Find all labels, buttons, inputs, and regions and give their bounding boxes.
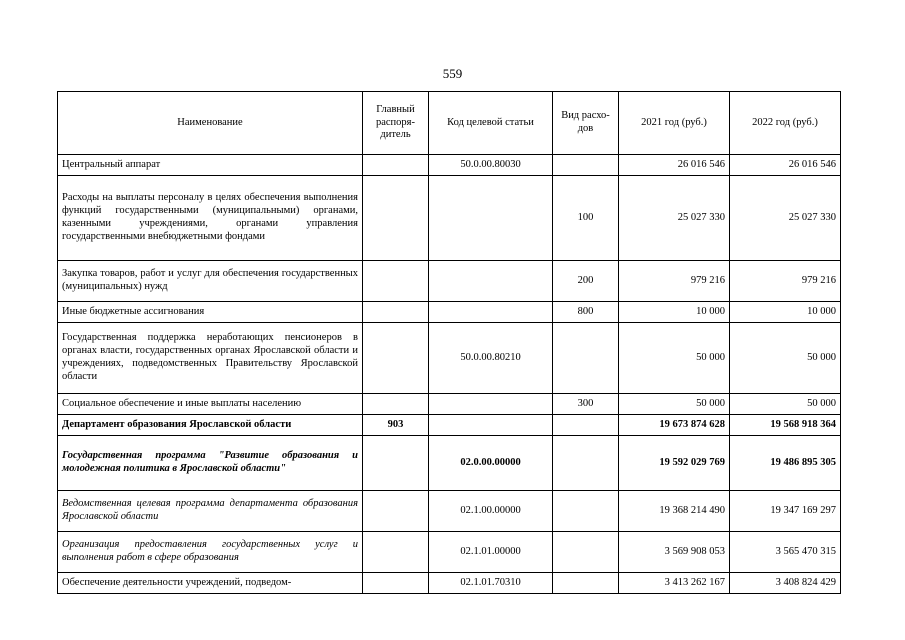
- cell-type: [553, 415, 619, 436]
- cell-code: 02.1.01.70310: [429, 573, 553, 594]
- cell-2021: 19 592 029 769: [619, 436, 730, 491]
- cell-2021: 25 027 330: [619, 176, 730, 261]
- cell-code: [429, 415, 553, 436]
- cell-code: [429, 302, 553, 323]
- cell-name: Организация предоставления государственных услуг и выполнения работ в сфере образования: [58, 532, 363, 573]
- cell-2022: 10 000: [730, 302, 841, 323]
- cell-2021: 26 016 546: [619, 155, 730, 176]
- table-row: [58, 302, 841, 323]
- table-row: [58, 573, 841, 594]
- cell-code: [429, 394, 553, 415]
- cell-2022: 50 000: [730, 394, 841, 415]
- table-row: [58, 394, 841, 415]
- cell-admin: 903: [363, 415, 429, 436]
- cell-name: Государственная поддержка неработающих пенсионеров в органах власти, государственных органах Ярославской области и учреждениях, подведомственных Правительству Ярославской области: [58, 323, 363, 394]
- cell-type: [553, 532, 619, 573]
- cell-type: [553, 573, 619, 594]
- cell-type: [553, 491, 619, 532]
- header-2021: 2021 год (руб.): [619, 92, 730, 155]
- cell-2021: 19 368 214 490: [619, 491, 730, 532]
- cell-2022: 19 486 895 305: [730, 436, 841, 491]
- page-number: 559: [442, 66, 463, 81]
- cell-admin: [363, 394, 429, 415]
- cell-2021: 979 216: [619, 261, 730, 302]
- budget-table: [57, 91, 841, 594]
- cell-2022: 26 016 546: [730, 155, 841, 176]
- cell-admin: [363, 155, 429, 176]
- cell-type: 100: [553, 176, 619, 261]
- cell-admin: [363, 176, 429, 261]
- cell-type: 800: [553, 302, 619, 323]
- cell-name: Департамент образования Ярославской области: [58, 415, 363, 436]
- cell-name: Ведомственная целевая программа департамента образования Ярославской области: [58, 491, 363, 532]
- cell-2022: 19 568 918 364: [730, 415, 841, 436]
- cell-code: 02.0.00.00000: [429, 436, 553, 491]
- cell-code: 02.1.01.00000: [429, 532, 553, 573]
- header-2022: 2022 год (руб.): [730, 92, 841, 155]
- cell-name: Расходы на выплаты персоналу в целях обеспечения выполнения функций государственными (муниципальными) органами, казенными учреждениями, органами управления государственными внебюджетными фондами: [58, 176, 363, 261]
- cell-admin: [363, 302, 429, 323]
- table-row: [58, 155, 841, 176]
- header-code: Код целевой статьи: [429, 92, 553, 155]
- cell-code: 02.1.00.00000: [429, 491, 553, 532]
- cell-2022: 50 000: [730, 323, 841, 394]
- header-type: Вид расхо-дов: [553, 92, 619, 155]
- table-row: [58, 176, 841, 261]
- header-name: Наименование: [58, 92, 363, 155]
- table-row: [58, 491, 841, 532]
- cell-2021: 3 569 908 053: [619, 532, 730, 573]
- cell-code: [429, 261, 553, 302]
- cell-name: Закупка товаров, работ и услуг для обеспечения государственных (муниципальных) нужд: [58, 261, 363, 302]
- cell-2022: 19 347 169 297: [730, 491, 841, 532]
- cell-type: [553, 323, 619, 394]
- cell-2021: 19 673 874 628: [619, 415, 730, 436]
- cell-admin: [363, 573, 429, 594]
- cell-code: 50.0.00.80210: [429, 323, 553, 394]
- cell-type: [553, 155, 619, 176]
- table-row: [58, 436, 841, 491]
- cell-2022: 3 408 824 429: [730, 573, 841, 594]
- cell-2021: 3 413 262 167: [619, 573, 730, 594]
- cell-code: [429, 176, 553, 261]
- cell-2022: 25 027 330: [730, 176, 841, 261]
- cell-name: Социальное обеспечение и иные выплаты населению: [58, 394, 363, 415]
- table-row: [58, 532, 841, 573]
- cell-2021: 10 000: [619, 302, 730, 323]
- cell-admin: [363, 436, 429, 491]
- cell-type: 300: [553, 394, 619, 415]
- cell-type: 200: [553, 261, 619, 302]
- table-row: [58, 261, 841, 302]
- cell-2022: 3 565 470 315: [730, 532, 841, 573]
- table-row: [58, 323, 841, 394]
- cell-type: [553, 436, 619, 491]
- cell-admin: [363, 323, 429, 394]
- cell-2022: 979 216: [730, 261, 841, 302]
- cell-code: 50.0.00.80030: [429, 155, 553, 176]
- cell-name: Обеспечение деятельности учреждений, подведом-: [58, 573, 363, 594]
- cell-2021: 50 000: [619, 323, 730, 394]
- table-header: [58, 92, 841, 155]
- cell-2021: 50 000: [619, 394, 730, 415]
- table-row: [58, 415, 841, 436]
- cell-admin: [363, 532, 429, 573]
- cell-name: Центральный аппарат: [58, 155, 363, 176]
- cell-admin: [363, 491, 429, 532]
- cell-admin: [363, 261, 429, 302]
- header-admin: Главный распоря-дитель: [363, 92, 429, 155]
- cell-name: Иные бюджетные ассигнования: [58, 302, 363, 323]
- cell-name: Государственная программа "Развитие образования и молодежная политика в Ярославской области": [58, 436, 363, 491]
